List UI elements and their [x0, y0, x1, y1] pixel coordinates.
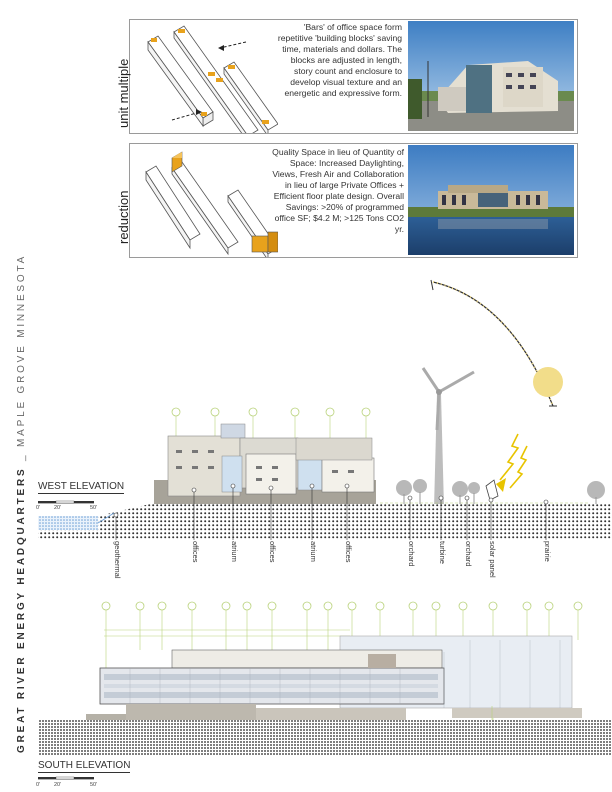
callout-atrium-2: atrium	[309, 541, 318, 562]
panel-text-reduction: Quality Space in lieu of Quantity of Space: Increased Daylighting, Views, Fresh Air and Collaboration in lieu of large Private Offices + Efficient floor plate design. Overall Savings: >20% of programmed office SF; $4.2 M; >125 Tons CO2 yr.	[272, 147, 404, 234]
geothermal-field	[38, 516, 98, 530]
callout-atrium-1: atrium	[230, 541, 239, 562]
scale-bar-west	[38, 501, 94, 503]
south-scale-0: 0'	[36, 782, 41, 788]
panel-label-reduction: reduction	[116, 190, 131, 244]
south-scale-50: 50'	[90, 782, 98, 788]
callout-offices-1: offices	[191, 541, 200, 563]
callout-offices-3: offices	[344, 541, 353, 563]
callout-offices-2: offices	[268, 541, 277, 563]
callout-geothermal: geothermal	[113, 541, 122, 579]
project-title-separator: _	[16, 452, 27, 461]
west-elevation-label: WEST ELEVATION	[38, 481, 125, 492]
ground-south	[38, 720, 612, 756]
callout-solar-panel: solar panel	[488, 541, 497, 578]
project-title-name: GREAT RIVER ENERGY HEADQUARTERS	[16, 466, 27, 753]
callout-orchard-1: orchard	[407, 541, 416, 567]
scale-bar-south	[38, 777, 94, 779]
panel-text-unit-multiple: 'Bars' of office space form repetitive 'building blocks' saving time, materials and dollars. The blocks are adjusted in length, story count and enclosure to develop visual texture and an energetic and expressive form.	[277, 22, 402, 98]
building-base-south	[126, 704, 256, 720]
west-scale-50: 50'	[90, 505, 98, 511]
west-scale-0: 0'	[36, 505, 41, 511]
callout-turbine: turbine	[438, 541, 447, 564]
panel-label-unit-multiple: unit multiple	[116, 58, 131, 128]
sun-icon	[533, 367, 563, 397]
south-elevation-label: SOUTH ELEVATION	[38, 760, 131, 771]
south-scale-20: 20'	[54, 782, 62, 788]
callout-prairie: prairie	[543, 541, 552, 562]
callout-orchard-2: orchard	[464, 541, 473, 567]
solar-panel	[486, 480, 498, 500]
ground-west	[38, 504, 612, 540]
west-scale-20: 20'	[54, 505, 62, 511]
lightning-icon	[500, 434, 518, 480]
project-title-location: MAPLE GROVE MINNESOTA	[16, 253, 27, 447]
